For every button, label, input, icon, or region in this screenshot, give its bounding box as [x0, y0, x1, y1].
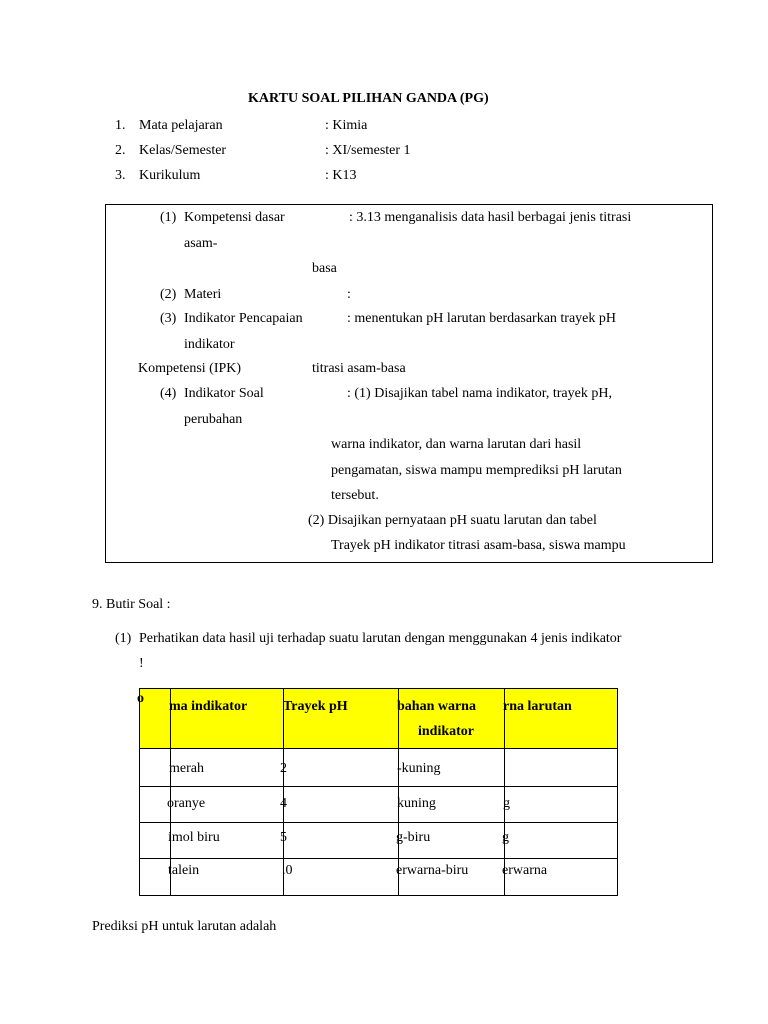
table-cell: [140, 749, 171, 787]
cell-text: merah: [169, 761, 204, 776]
table-cell: [399, 787, 505, 823]
table-header-cell: [171, 689, 284, 749]
cell-text: kuning: [397, 796, 436, 811]
cell-text: erwarna-biru: [396, 863, 469, 878]
item-1-num: 1.: [115, 118, 126, 133]
materi-value: :: [347, 287, 351, 302]
table-cell: [396, 823, 505, 859]
materi-label: Materi: [184, 287, 222, 302]
cell-text: g: [502, 830, 509, 845]
cell-text: .0: [282, 863, 293, 878]
header-nama: ma indikator: [169, 699, 248, 714]
kd-label: Kompetensi dasar: [184, 210, 285, 225]
header-trayek: Trayek pH: [283, 699, 348, 714]
cell-text: g-biru: [396, 830, 431, 845]
table-cell: [168, 823, 284, 859]
kd-value: : 3.13 menganalisis data hasil berbagai jenis titrasi: [349, 210, 632, 225]
cell-text: -kuning: [397, 761, 441, 776]
soal-cont-4: tersebut.: [331, 488, 379, 503]
cell-text: 5: [280, 830, 287, 845]
soal-2: (2) Disajikan pernyataan pH suatu larutan dan tabel: [308, 513, 597, 528]
ipk-cont-1: indikator: [184, 337, 235, 352]
page-title: KARTU SOAL PILIHAN GANDA (PG): [248, 91, 489, 106]
cell-text: talein: [168, 863, 200, 878]
question-cont: !: [139, 656, 144, 671]
item-2-label: Kelas/Semester: [139, 143, 227, 158]
cell-text: 2: [280, 761, 287, 776]
cell-text: imol biru: [168, 830, 220, 845]
table-row: [140, 823, 618, 859]
item-1-label: Mata pelajaran: [139, 118, 223, 133]
cell-text: 4: [280, 796, 287, 811]
soal-cont-3: pengamatan, siswa mampu memprediksi pH larutan: [331, 463, 622, 478]
soal-cont-2: warna indikator, dan warna larutan dari hasil: [331, 437, 582, 452]
competency-box: [105, 204, 713, 563]
table-row: [140, 859, 618, 896]
ipk-label-2: Kompetensi (IPK): [138, 361, 242, 376]
kd-cont-2: basa: [312, 261, 337, 276]
table-cell: [505, 749, 618, 787]
indicator-table: [139, 688, 618, 896]
cell-text: g: [503, 796, 510, 811]
header-no: o: [137, 691, 144, 706]
soal-2-cont: Trayek pH indikator titrasi asam-basa, siswa mampu: [331, 538, 626, 553]
table-cell: [140, 823, 171, 859]
table-header-row: [140, 689, 618, 749]
soal-value: : (1) Disajikan tabel nama indikator, trayek pH,: [347, 386, 612, 401]
soal-cont-1: perubahan: [184, 412, 243, 427]
cell-text: oranye: [167, 796, 206, 811]
table-cell: [167, 787, 284, 823]
table-cell: [280, 823, 399, 859]
table-cell: [505, 787, 618, 823]
materi-num: (2): [160, 287, 177, 302]
table-cell: [502, 859, 618, 896]
question-num: (1): [115, 631, 132, 646]
table-cell: [140, 859, 171, 896]
table-cell: [396, 859, 505, 896]
ipk-value: : menentukan pH larutan berdasarkan trayek pH: [347, 311, 617, 326]
ipk-num: (3): [160, 311, 177, 326]
table-row: [140, 749, 618, 787]
table-cell: [502, 823, 618, 859]
table-cell: [284, 859, 399, 896]
kd-num: (1): [160, 210, 177, 225]
header-perubahan: bahan warna: [397, 699, 476, 714]
soal-num: (4): [160, 386, 177, 401]
question-text: Perhatikan data hasil uji terhadap suatu larutan dengan menggunakan 4 jenis indikator: [139, 631, 622, 646]
header-indikator: indikator: [418, 724, 475, 739]
butir-heading: 9. Butir Soal :: [92, 597, 171, 612]
table-cell: [399, 749, 505, 787]
table-header-cell: [399, 689, 505, 749]
table-header-cell: [137, 689, 171, 749]
item-2-value: : XI/semester 1: [325, 143, 411, 158]
header-warna-larutan: rna larutan: [503, 699, 572, 714]
table-cell: [171, 749, 284, 787]
table-cell: [168, 859, 284, 896]
ipk-cont-2: titrasi asam-basa: [312, 361, 406, 376]
item-1-value: : Kimia: [325, 118, 368, 133]
table-cell: [140, 787, 171, 823]
table-cell: [280, 749, 399, 787]
soal-label: Indikator Soal: [184, 386, 264, 401]
table-header-cell: [505, 689, 618, 749]
ipk-label: Indikator Pencapaian: [184, 311, 303, 326]
prediction-text: Prediksi pH untuk larutan adalah: [92, 919, 277, 934]
table-row: [140, 787, 618, 823]
table-cell: [280, 787, 399, 823]
item-3-value: : K13: [325, 168, 357, 183]
kd-cont-1: asam-: [184, 236, 218, 251]
item-2-num: 2.: [115, 143, 126, 158]
table-header-cell: [284, 689, 399, 749]
item-3-num: 3.: [115, 168, 126, 183]
cell-text: erwarna: [502, 863, 548, 878]
item-3-label: Kurikulum: [139, 168, 201, 183]
